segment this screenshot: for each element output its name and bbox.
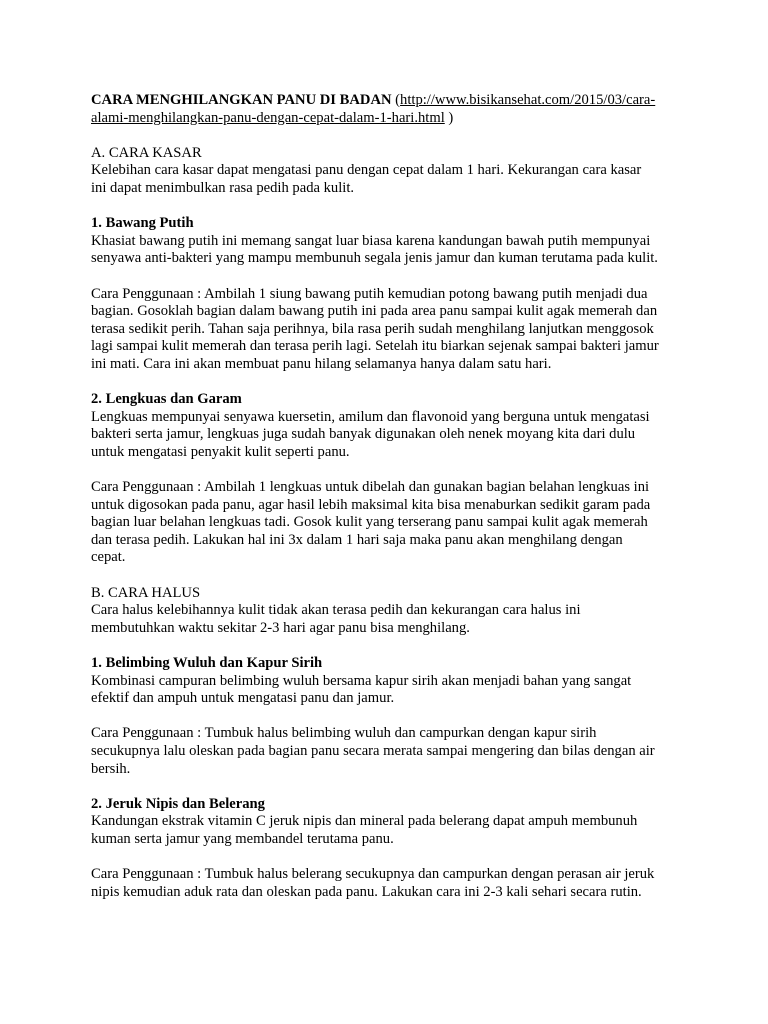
paragraph-line: senyawa anti-bakteri yang mampu membunuh segala jenis jamur dan kuman terutama pada kulit. (91, 250, 658, 267)
paragraph-line: Kandungan ekstrak vitamin C jeruk nipis dan mineral pada belerang dapat ampuh membunuh (91, 813, 638, 830)
document-title (91, 92, 691, 110)
title-paren-close: ) (444, 109, 454, 126)
usage-line: Cara Penggunaan : Ambilah 1 lengkuas untuk dibelah dan gunakan bagian belahan lengkuas ini (91, 479, 650, 496)
paragraph-line: Khasiat bawang putih ini memang sangat luar biasa karena kandungan bawah putih mempunyai (91, 232, 651, 249)
document-body (91, 92, 691, 901)
section-a-heading: A. CARA KASAR (91, 144, 202, 161)
usage-line: bagian luar belahan lengkuas tadi. Gosok kulit yang terserang panu sampai kulit agak memerah (91, 514, 648, 531)
title-text: CARA MENGHILANGKAN PANU DI BADAN (91, 92, 392, 108)
section-b-text: membutuhkan waktu sekitar 2-3 hari agar panu bisa menghilang. (91, 619, 470, 636)
usage-line: untuk digosokan pada panu, agar hasil lebih maksimal kita bisa menaburkan sedikit garam pada (91, 496, 651, 513)
paragraph-line: untuk mengatasi penyakit kulit seperti panu. (91, 443, 350, 460)
subsection-heading (91, 655, 691, 673)
paragraph-line: Lengkuas mempunyai senyawa kuersetin, amilum dan flavonoid yang berguna untuk mengatasi (91, 408, 650, 425)
subsection-heading-text: 1. Bawang Putih (91, 215, 194, 232)
subsection-heading-text: 1. Belimbing Wuluh dan Kapur Sirih (91, 655, 323, 671)
usage-line: cepat. (91, 549, 126, 566)
title-paren-open: ( (391, 92, 401, 108)
source-link[interactable]: http://www.bisikansehat.com/2015/03/cara- (400, 92, 656, 108)
subsection-heading (91, 796, 691, 814)
paragraph-line: bakteri serta jamur, lengkuas juga sudah banyak digunakan oleh nenek moyang kita dari dulu (91, 426, 636, 443)
subsection-heading-text: 2. Lengkuas dan Garam (91, 391, 242, 408)
usage-line: lagi sampai kulit memerah dan terasa perih lagi. Setelah itu biarkan sejenak sampai bakteri jamur (91, 338, 659, 355)
usage-line: Cara Penggunaan : Tumbuk halus belimbing wuluh dan campurkan dengan kapur sirih (91, 725, 597, 742)
usage-line: secukupnya lalu oleskan pada bagian panu secara merata sampai mengering dan bilas dengan air (91, 742, 655, 759)
paragraph-line: efektif dan ampuh untuk mengatasi panu dan jamur. (91, 690, 395, 707)
section-a-text: ini dapat menimbulkan rasa pedih pada kulit. (91, 179, 355, 196)
usage-line: bagian. Gosoklah bagian dalam bawang putih ini pada area panu sampai kulit agak memerah dan (91, 303, 658, 320)
section-b-heading: B. CARA HALUS (91, 584, 201, 601)
usage-line: bersih. (91, 760, 131, 777)
usage-line: Cara Penggunaan : Ambilah 1 siung bawang putih kemudian potong bawang putih menjadi dua (91, 285, 648, 302)
usage-line: Cara Penggunaan : Tumbuk halus belerang secukupnya dan campurkan dengan perasan air jeruk (91, 866, 655, 883)
usage-line: ini mati. Cara ini akan membuat panu hilang selamanya hanya dalam satu hari. (91, 355, 552, 372)
section-a-text: Kelebihan cara kasar dapat mengatasi panu dengan cepat dalam 1 hari. Kekurangan cara kasar (91, 162, 642, 179)
document-title-line2 (91, 110, 691, 128)
usage-line: nipis kemudian aduk rata dan oleskan pada panu. Lakukan cara ini 2-3 kali sehari secara rutin. (91, 883, 642, 900)
paragraph-line: Kombinasi campuran belimbing wuluh bersama kapur sirih akan menjadi bahan yang sangat (91, 672, 632, 689)
subsection-heading (91, 391, 691, 409)
source-link-continued[interactable]: alami-menghilangkan-panu-dengan-cepat-dalam-1-hari.html (91, 109, 445, 126)
section-b-text: Cara halus kelebihannya kulit tidak akan terasa pedih dan kekurangan cara halus ini (91, 602, 581, 619)
usage-line: terasa sedikit perih. Tahan saja perihnya, bila rasa perih sudah menghilang lanjutkan menggosok (91, 320, 654, 337)
subsection-heading-text: 2. Jeruk Nipis dan Belerang (91, 795, 265, 812)
subsection-heading (91, 215, 691, 233)
paragraph-line: kuman serta jamur yang membandel terutama panu. (91, 830, 394, 847)
usage-line: dan terasa pedih. Lakukan hal ini 3x dalam 1 hari saja maka panu akan menghilang dengan (91, 531, 623, 548)
